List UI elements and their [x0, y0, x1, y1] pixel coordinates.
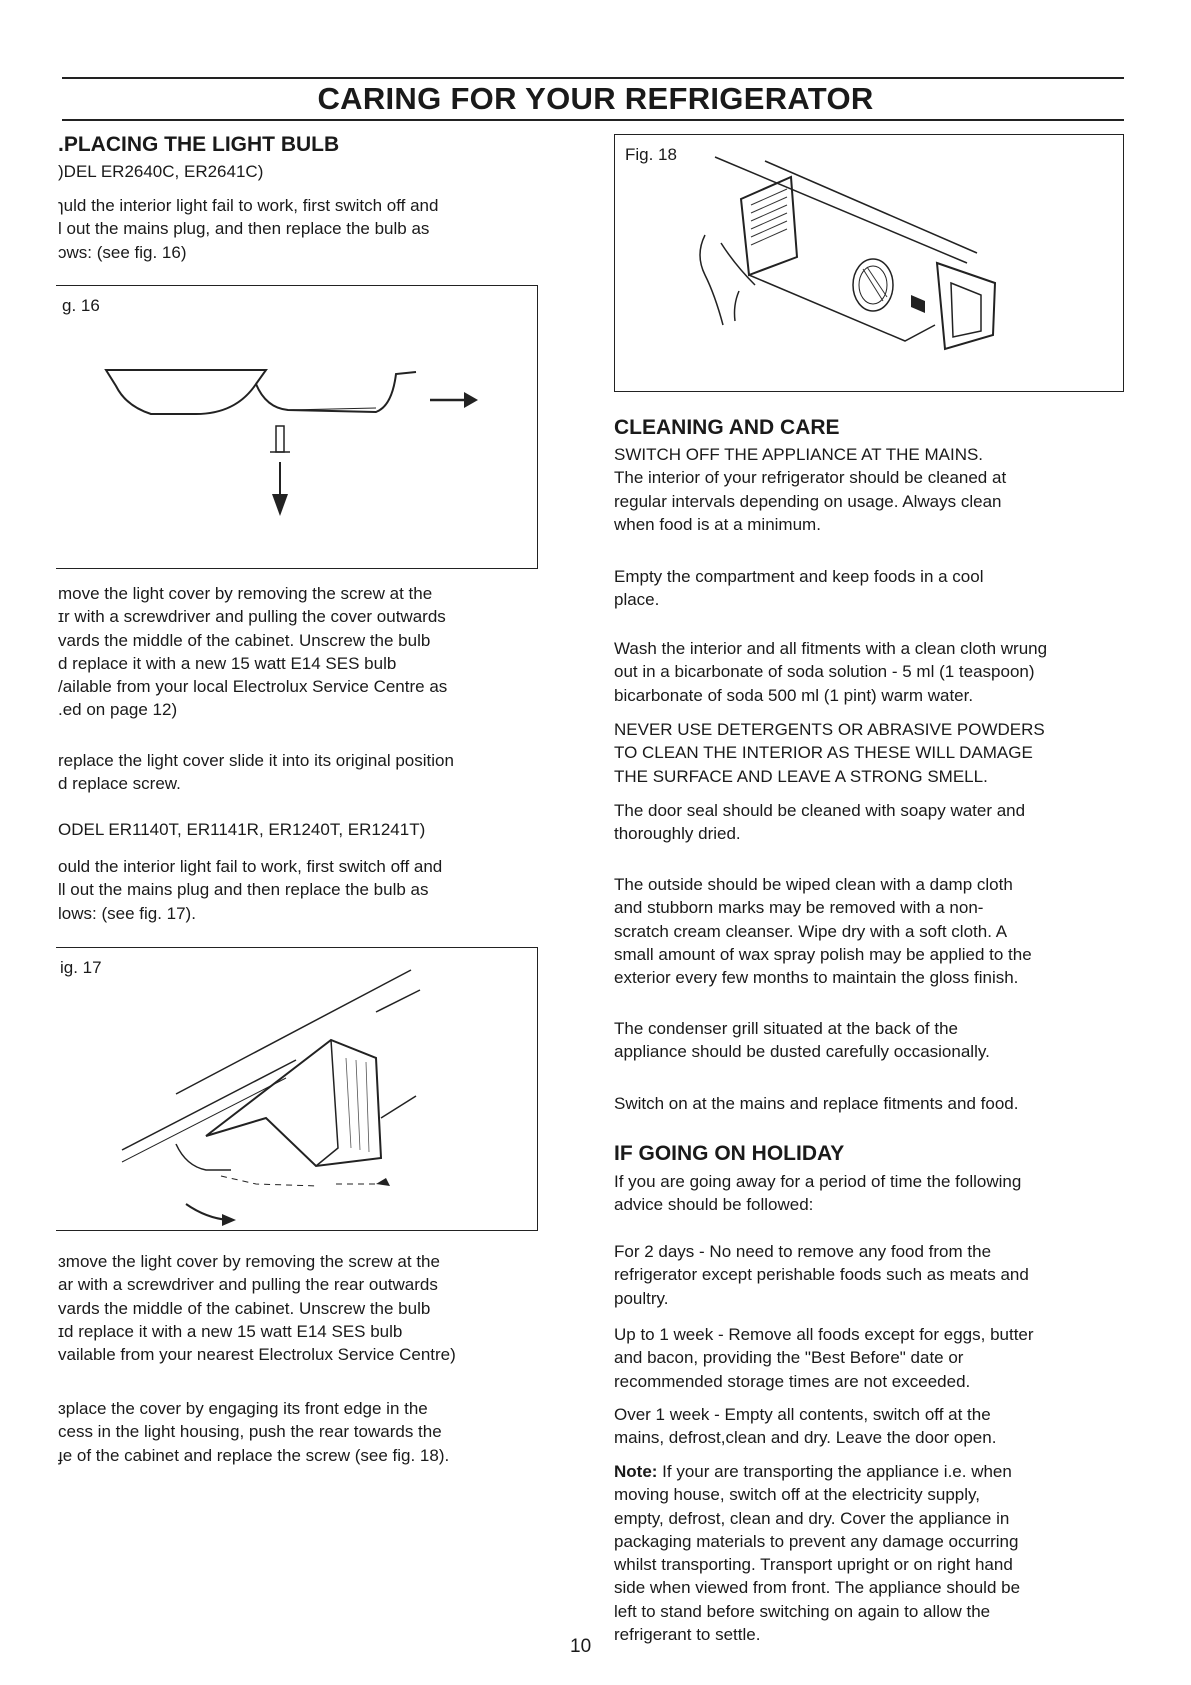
- header-bottom-rule: [62, 119, 1124, 121]
- cleaning-paragraph-6: The outside should be wiped clean with a damp cloth and stubborn marks may be removed with a non- scratch cream cleanser. Wipe dry with a soft cloth. A small amount of wax spray polish may be applied to the exterior every few months to maintain the gloss finish.: [614, 875, 1032, 988]
- cleaning-paragraph-8: Switch on at the mains and replace fitments and food.: [614, 1094, 1019, 1113]
- cleaning-paragraph-3: Wash the interior and all fitments with a clean cloth wrung out in a bicarbonate of soda solution - 5 ml (1 teaspoon) bicarbonate of soda 500 ml (1 pint) warm water.: [614, 639, 1048, 705]
- cleaning-paragraph-1: SWITCH OFF THE APPLIANCE AT THE MAINS. The interior of your refrigerator should be cleaned at regular intervals depending on usage. Always clean when food is at a minimum.: [614, 445, 1007, 534]
- figure-16-label: ɡ. 16: [62, 296, 100, 315]
- holiday-paragraph-2: For 2 days - No need to remove any food from the refrigerator except perishable foods such as meats and poultry.: [614, 1242, 1029, 1308]
- figure-17-illustration: [56, 948, 538, 1232]
- left-paragraph-1: ɿuld the interior light fail to work, first switch off and l out the mains plug, and then replace the bulb as ɔws: (see fig. 16): [58, 196, 439, 262]
- holiday-note: [614, 1460, 1128, 1646]
- model-line-1: )DEL ER2640C, ER2641C): [58, 162, 264, 181]
- note-text: If your are transporting the appliance i.e. when moving house, switch off at the electricity supply, empty, defrost, clean and dry. Cover the appliance in packaging materials to prevent any damage occurring whilst transporting. Transport upright or on right hand side when viewed from front. The appliance should be left to stand before switching on again to allow the refrigerant to settle.: [614, 1462, 1021, 1645]
- holiday-paragraph-1: If you are going away for a period of time the following advice should be followed:: [614, 1172, 1022, 1215]
- note-label: Note:: [614, 1462, 658, 1481]
- figure-18-illustration: [615, 135, 1125, 393]
- cleaning-paragraph-7: The condenser grill situated at the back of the appliance should be dusted carefully occasionally.: [614, 1019, 990, 1062]
- cleaning-paragraph-2: Empty the compartment and keep foods in a cool place.: [614, 567, 984, 610]
- cleaning-paragraph-5: The door seal should be cleaned with soapy water and thoroughly dried.: [614, 801, 1026, 844]
- left-paragraph-2: move the light cover by removing the screw at the ɪr with a screwdriver and pulling the cover outwards vards the middle of the cabinet. Unscrew the bulb d replace it with a new 15 watt E14 SES bulb /ailable from your local Electrolux Service Centre as .ed on page 12): [58, 584, 448, 720]
- header-top-rule: [62, 77, 1124, 79]
- figure-17: [56, 947, 538, 1231]
- left-paragraph-3: replace the light cover slide it into its original position d replace screw.: [58, 751, 454, 794]
- left-paragraph-4: ould the interior light fail to work, first switch off and ll out the mains plug and then replace the bulb as lows: (see fig. 17).: [58, 857, 443, 923]
- holiday-heading: IF GOING ON HOLIDAY: [614, 1142, 845, 1165]
- model-line-2: ODEL ER1140T, ER1141R, ER1240T, ER1241T): [58, 820, 426, 839]
- left-paragraph-6: ɜplace the cover by engaging its front edge in the cess in the light housing, push the rear towards the ɟe of the cabinet and replace the screw (see fig. 18).: [58, 1399, 450, 1465]
- figure-18: [614, 134, 1124, 392]
- page-title: CARING FOR YOUR REFRIGERATOR: [317, 81, 874, 116]
- figure-17-bottom-rule: [56, 1230, 538, 1231]
- cleaning-heading: CLEANING AND CARE: [614, 416, 840, 439]
- cleaning-warning: NEVER USE DETERGENTS OR ABRASIVE POWDERS TO CLEAN THE INTERIOR AS THESE WILL DAMAGE THE SURFACE AND LEAVE A STRONG SMELL.: [614, 720, 1045, 786]
- holiday-paragraph-4: Over 1 week - Empty all contents, switch off at the mains, defrost,clean and dry. Leave the door open.: [614, 1405, 997, 1448]
- figure-18-label: Fig. 18: [625, 145, 677, 164]
- light-bulb-heading: .PLACING THE LIGHT BULB: [58, 133, 340, 156]
- figure-16-illustration: [56, 286, 538, 570]
- figure-17-label: ig. 17: [60, 958, 102, 977]
- figure-16-bottom-rule: [56, 568, 538, 569]
- page-number: 10: [570, 1636, 592, 1657]
- holiday-paragraph-3: Up to 1 week - Remove all foods except for eggs, butter and bacon, providing the "Best Before" date or recommended storage times are not exceeded.: [614, 1325, 1034, 1391]
- left-paragraph-5: ɜmove the light cover by removing the screw at the ar with a screwdriver and pulling the rear outwards vards the middle of the cabinet. Unscrew the bulb ɪd replace it with a new 15 watt E14 SES bulb vailable from your nearest Electrolux Service Centre): [58, 1252, 456, 1365]
- figure-16: [56, 285, 538, 569]
